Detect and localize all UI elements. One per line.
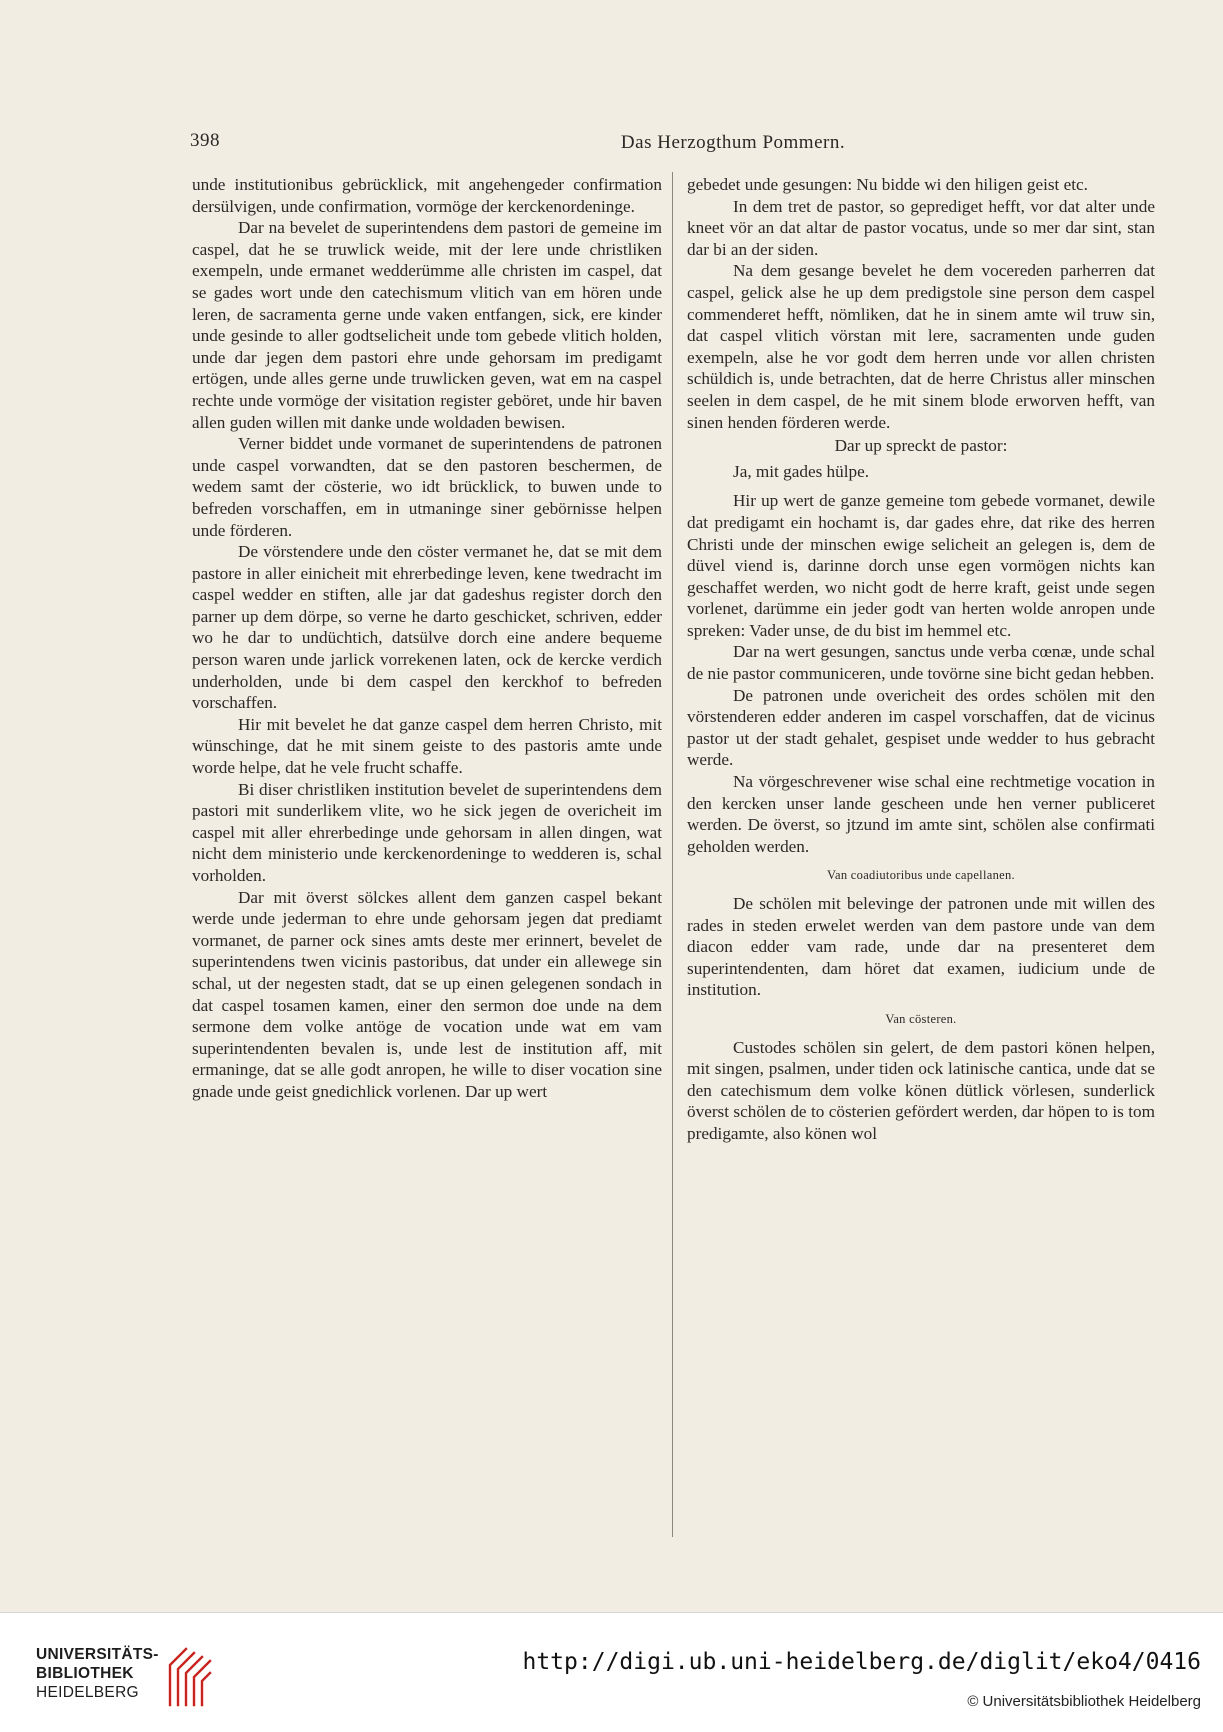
pastor-reply: Ja, mit gades hülpe. [733, 461, 870, 481]
paragraph: unde institutionibus gebrücklick, mit angehengeder confirmation dersülvigen, unde confirmation, vormöge der kerckenordeninge. [192, 175, 662, 216]
copyright-notice: © Universitätsbibliothek Heidelberg [967, 1693, 1201, 1710]
paragraph: Na vörgeschrevener wise schal eine rechtmetige vocation in den kercken unser lande gescheen unde hen verner publiceret werden. De överst, so jtzund im amte sint, schölen alse confirmati geholden werden. [687, 772, 1155, 856]
page-title: Das Herzogthum Pommern. [620, 132, 846, 153]
library-emblem-icon [166, 1645, 214, 1709]
paragraph: De vörstendere unde den cöster vermanet he, dat se mit dem pastore in aller einicheit mit ehrerbedinge leven, kene twedracht im caspel wedder en stiften, alle jar dat gadeshus register dorch den parner up dem dörpe, so verne he darto geschicket, schriven, edder wo he dar to undüchtich, datsülve dorch eine andere bequeme person waren unde jarlick vorrekenen laten, ock de kercke verdich underholden, unde bi dem caspel den kerckhof to befreden vorschaffen. [192, 542, 662, 713]
paragraph: Na dem gesange bevelet he dem vocereden parherren dat caspel, gelick alse he up dem predigstole sine person dem caspel commenderet hefft, nömliken, dat he in sinem amte wil truw sin, dat caspel vlitich vörstan mit lere, sacramenten unde guden exempeln, alse he vor godt dem herren unde vor allen christen schüldich is, unde betrachten, dat de herre Christus aller minschen seelen in dem caspel, de he mit sinem blode erworven hefft, van sinen henden förderen werde. [687, 261, 1155, 432]
paragraph: De schölen mit belevinge der patronen unde mit willen des rades in steden erwelet werden van dem pastore unde van dem diacon edder vam rade, unde dar na presenteret dem superintendenten, dam höret dat examen, iudicium unde de institution. [687, 894, 1155, 1000]
paragraph: De patronen unde overicheit des ordes schölen mit den vörstenderen edder anderen im caspel vorschaffen, dat de vicinus pastor ut der stadt gehalet, gespiset unde wedder to hus gebracht werde. [687, 685, 1155, 770]
paragraph: Verner biddet unde vormanet de superintendens de patronen unde caspel vorwandten, dat se den pastoren beschermen, de wedem samt der cösterie, wo idt brücklick, to buwen unde to befreden vorschaffen, em in utmaninge siner gebörnisse helpen unde förderen. [192, 434, 662, 540]
library-logo[interactable] [36, 1645, 216, 1715]
paragraph: Hir up wert de ganze gemeine tom gebede vormanet, dewile dat predigamt ein hochamt is, dar gades ehre, dat rike des herren Christi unde der minschen ewige selicheit an gelegen is, dem de düvel viend is, darinne dorch unse egen vormögen nichts kan geschaffet werden, wo nicht godt de herre kraft, geist unde segen vorlenet, darümme ein jeder godt van herten wolde anropen unde spreken: Vader unse, de du bist im hemmel etc. [687, 491, 1155, 640]
column-divider [672, 172, 673, 1537]
section-heading: Van cösteren. [885, 1011, 957, 1026]
library-name: UNIVERSITÄTS- BIBLIOTHEK HEIDELBERG [36, 1646, 159, 1701]
paragraph: Dar mit överst sölckes allent dem ganzen caspel bekant werde unde jederman to ehre unde gehorsam jegen dat prediamt vormanet, de parner ock sines amts deste mer erinnert, bevelet de superintendens twen vicinis pastoribus, dat under ein allewege sin schal, ut der negesten stadt, dat se up einen gelegenen sondach in dat caspel tosamen kamen, einer den sermon doe unde na dem sermone dem volke antöge de vocation unde wat em vam superintendenten bevalen is, unde lest de institution aff, mit ermaninge, dat se alle godt anropen, he wille to diser vocation sine gnade unde geist gnedichlick vorlenen. Dar up wert [192, 887, 662, 1101]
left-column [192, 174, 662, 1103]
footer-bar [0, 1612, 1223, 1732]
paragraph: Hir mit bevelet he dat ganze caspel dem herren Christo, mit wünschinge, dat he mit sinem geiste to des pastoris amte unde worde helpe, dat he vele frucht schaffe. [192, 714, 662, 778]
section-heading: Van coadiutoribus unde capellanen. [827, 868, 1015, 883]
right-column [687, 174, 1155, 1145]
paragraph: In dem tret de pastor, so geprediget hefft, vor dat alter unde kneet vör an dat altar de pastor vocatus, unde so mer dar sint, stan dar bi an der siden. [687, 196, 1155, 259]
paragraph: Custodes schölen sin gelert, de dem pastori könen helpen, mit singen, psalmen, under tiden ock latinische cantica, unde dat se den catechismum dem volke könen dütlick vörlesen, sunderlick överst schölen de to cösterien gefördert werden, dar höpen to is tom predigamte, also könen wol [687, 1037, 1155, 1143]
permalink-url[interactable]: http://digi.ub.uni-heidelberg.de/diglit/eko4/0416 [522, 1649, 1201, 1675]
paragraph: gebedet unde gesungen: Nu bidde wi den hiligen geist etc. [687, 175, 1088, 194]
running-head [190, 130, 1166, 160]
pastor-says-line: Dar up spreckt de pastor: [834, 436, 1008, 456]
paragraph: Dar na bevelet de superintendens dem pastori de gemeine im caspel, dat he se truwlick weide, mit der lere unde christliken exempeln, unde ermanet wedderümme alle christen im caspel, dat se gades wort unde den catechismum vlitich van em hören unde leren, de sacramenta gerne unde vaken entfangen, sick, ere kinder unde gesinde to aller godtselicheit unde tom gebede vlitich holden, unde dar jegen dem pastori ehre unde gehorsam im predigamt ertögen, unde alles gerne unde truwlicken geven, wat em na caspel rechte unde vormöge der visitation register geböret, unde hir baven allen guden willen mit danke unde woldaden bewisen. [192, 218, 662, 432]
paragraph: Dar na wert gesungen, sanctus unde verba cœnæ, unde schal de nie pastor communiceren, unde tovörne sine bicht gedan hebben. [687, 642, 1155, 684]
page-number: 398 [190, 130, 220, 151]
paragraph: Bi diser christliken institution bevelet de superintendens dem pastori mit sunderlikem vlite, wo he sick jegen de overicheit im caspel mit aller ehrerbedinge unde gehorsam in allen dingen, wat nicht dem ministerio unde kerckenordeninge to wedderen is, schal vorholden. [192, 779, 662, 885]
